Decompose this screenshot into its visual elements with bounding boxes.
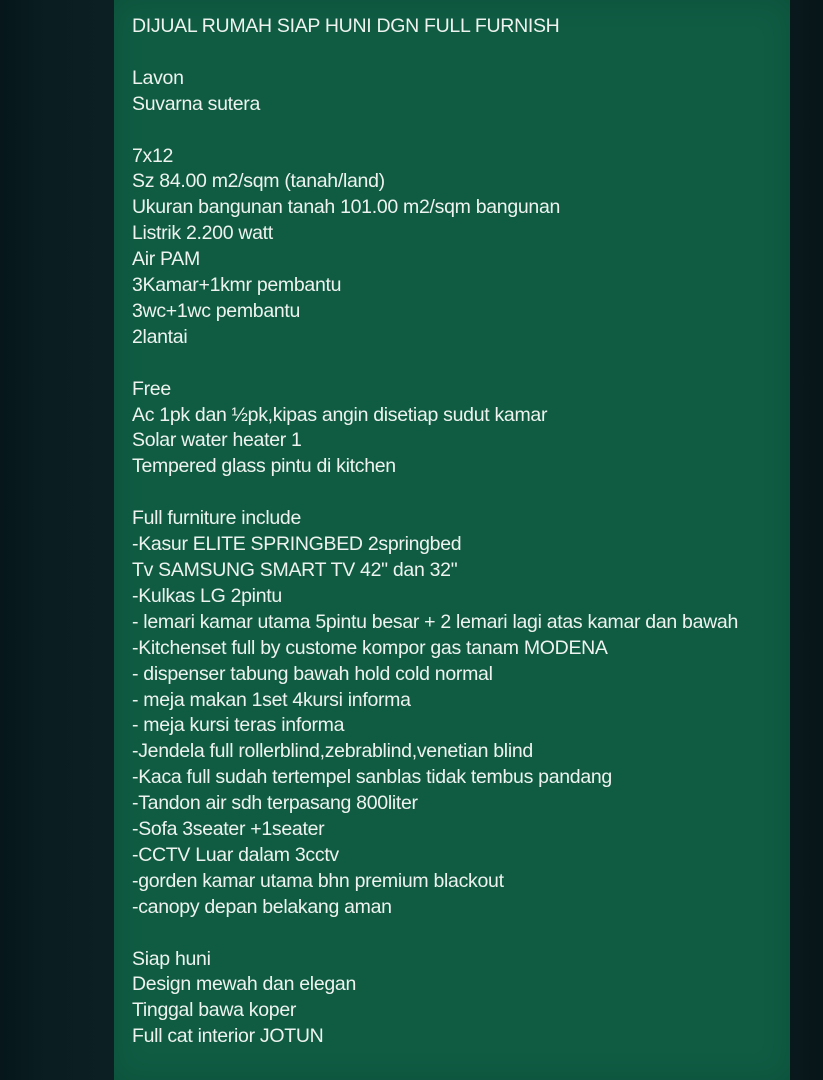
furniture-line: -gorden kamar utama bhn premium blackout: [132, 869, 504, 892]
closing-line: Design mewah dan elegan: [132, 973, 357, 996]
furniture-line: -Jendela full rollerblind,zebrablind,venetian blind: [132, 740, 533, 763]
closing-line: Full cat interior JOTUN: [132, 1025, 324, 1048]
furniture-line: - meja makan 1set 4kursi informa: [132, 688, 411, 711]
furniture-line: - dispenser tabung bawah hold cold normal: [132, 662, 493, 685]
furniture-line: -Kasur ELITE SPRINGBED 2springbed: [132, 533, 462, 556]
spec-line: Listrik 2.200 watt: [132, 222, 273, 245]
furniture-line: - meja kursi teras informa: [132, 714, 345, 737]
spec-line: 3wc+1wc pembantu: [132, 299, 301, 322]
spec-line: 2lantai: [132, 325, 188, 348]
location-line: Suvarna sutera: [132, 92, 261, 115]
furniture-line: Tv SAMSUNG SMART TV 42" dan 32": [132, 558, 458, 581]
message-panel: [114, 0, 790, 1080]
spec-line: Sz 84.00 m2/sqm (tanah/land): [132, 170, 385, 193]
furniture-line: - lemari kamar utama 5pintu besar + 2 lemari lagi atas kamar dan bawah: [132, 610, 739, 633]
furniture-line: -Sofa 3seater +1seater: [132, 818, 325, 841]
listing-title: DIJUAL RUMAH SIAP HUNI DGN FULL FURNISH: [132, 15, 560, 37]
spacer: [132, 480, 780, 506]
furniture-line: -Tandon air sdh terpasang 800liter: [132, 792, 418, 815]
furniture-line: -Kulkas LG 2pintu: [132, 584, 282, 607]
location-line: Lavon: [132, 66, 184, 89]
listing-text: [132, 14, 780, 1050]
closing-line: Siap huni: [132, 947, 211, 970]
free-line: Tempered glass pintu di kitchen: [132, 455, 396, 478]
furniture-line: -Kitchenset full by custome kompor gas tanam MODENA: [132, 636, 608, 659]
spec-line: Air PAM: [132, 248, 200, 271]
free-line: Ac 1pk dan ½pk,kipas angin disetiap sudut kamar: [132, 403, 548, 426]
furniture-line: -canopy depan belakang aman: [132, 895, 392, 918]
furniture-line: Full furniture include: [132, 507, 301, 530]
spec-line: 3Kamar+1kmr pembantu: [132, 274, 342, 297]
closing-line: Tinggal bawa koper: [132, 999, 297, 1022]
spacer: [132, 351, 780, 377]
free-line: Free: [132, 377, 171, 400]
furniture-line: -CCTV Luar dalam 3cctv: [132, 843, 339, 866]
spec-line: Ukuran bangunan tanah 101.00 m2/sqm bangunan: [132, 196, 561, 219]
free-line: Solar water heater 1: [132, 429, 302, 452]
furniture-line: -Kaca full sudah tertempel sanblas tidak tembus pandang: [132, 766, 612, 789]
spacer: [132, 118, 780, 144]
spacer: [132, 921, 780, 947]
spec-line: 7x12: [132, 144, 174, 167]
spacer: [132, 40, 780, 66]
